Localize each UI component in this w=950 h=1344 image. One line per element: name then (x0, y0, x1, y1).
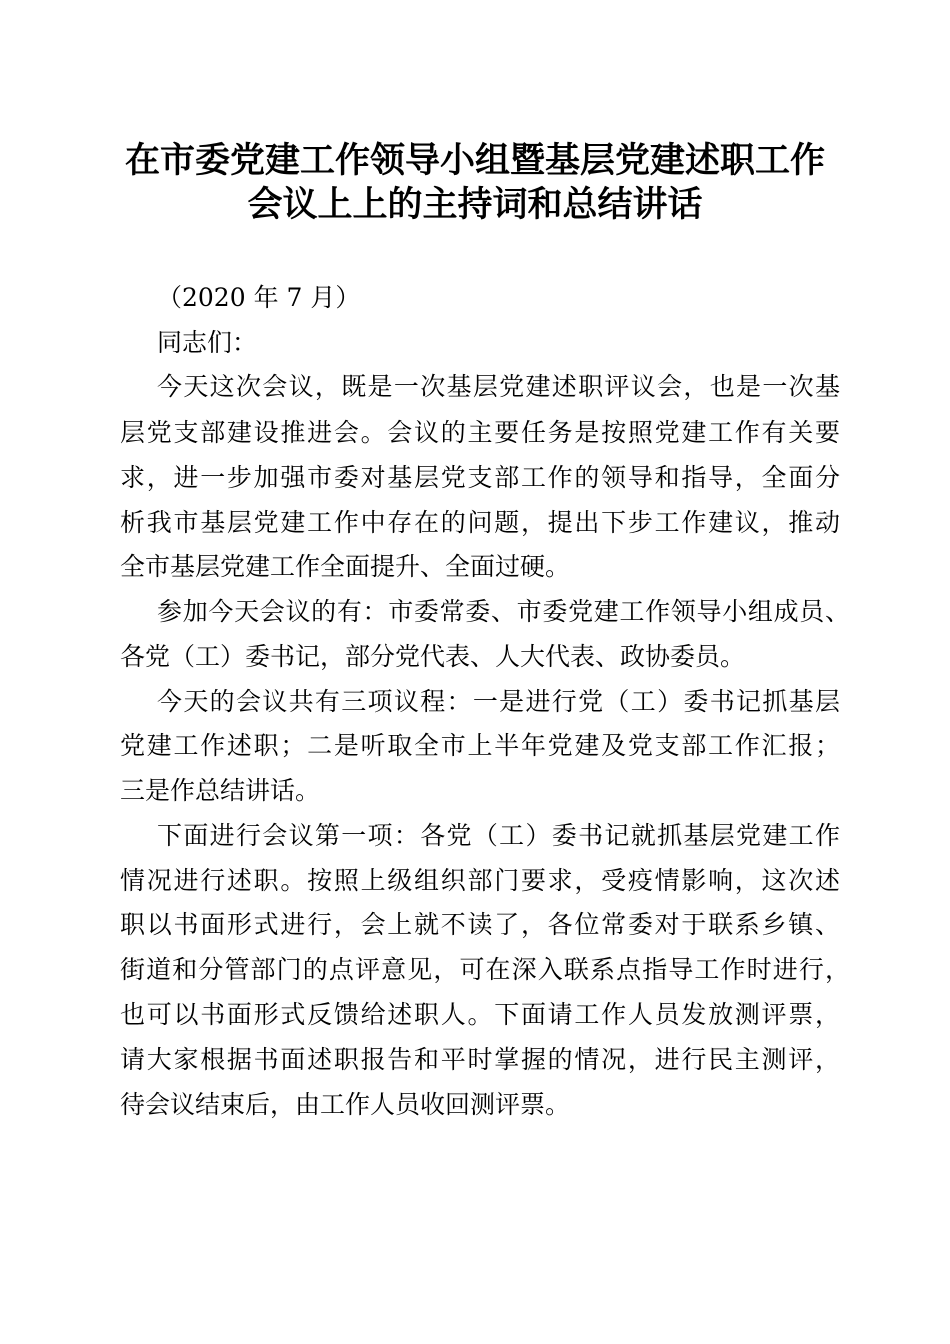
paragraph-1-line-3: 求，进一步加强市委对基层党支部工作的领导和指导，全面分 (120, 463, 840, 492)
paragraph-4-line-6: 请大家根据书面述职报告和平时掌握的情况，进行民主测评， (120, 1045, 840, 1074)
paragraph-3-line-1: 今天的会议共有三项议程：一是进行党（工）委书记抓基层 (157, 687, 840, 716)
paragraph-4-line-2: 情况进行述职。按照上级组织部门要求，受疫情影响，这次述 (120, 866, 840, 895)
paragraph-3-line-2: 党建工作述职；二是听取全市上半年党建及党支部工作汇报； (120, 731, 840, 760)
paragraph-3-line-3: 三是作总结讲话。 (120, 776, 321, 805)
salutation: 同志们： (157, 328, 258, 357)
paragraph-4-line-3: 职以书面形式进行，会上就不读了，各位常委对于联系乡镇、 (120, 910, 840, 939)
paragraph-4-line-5: 也可以书面形式反馈给述职人。下面请工作人员发放测评票， (120, 1000, 840, 1029)
paragraph-1-line-4: 析我市基层党建工作中存在的问题，提出下步工作建议，推动 (120, 508, 840, 537)
paragraph-4-line-4: 街道和分管部门的点评意见，可在深入联系点指导工作时进行， (120, 955, 850, 984)
paragraph-2-line-1: 参加今天会议的有：市委常委、市委党建工作领导小组成员、 (157, 597, 850, 626)
paragraph-1-line-1: 今天这次会议，既是一次基层党建述职评议会，也是一次基 (157, 372, 840, 401)
paragraph-1-line-5: 全市基层党建工作全面提升、全面过硬。 (120, 552, 571, 581)
document-title-line-1: 在市委党建工作领导小组暨基层党建述职工作 (124, 140, 825, 181)
date-line: （2020 年 7 月） (157, 283, 361, 312)
paragraph-4-line-7: 待会议结束后，由工作人员收回测评票。 (120, 1090, 571, 1119)
paragraph-2-line-2: 各党（工）委书记，部分党代表、人大代表、政协委员。 (120, 642, 746, 671)
paragraph-4-line-1: 下面进行会议第一项：各党（工）委书记就抓基层党建工作 (157, 821, 840, 850)
paragraph-1-line-2: 层党支部建设推进会。会议的主要任务是按照党建工作有关要 (120, 418, 840, 447)
document-title-line-2: 会议上上的主持词和总结讲话 (247, 184, 703, 225)
